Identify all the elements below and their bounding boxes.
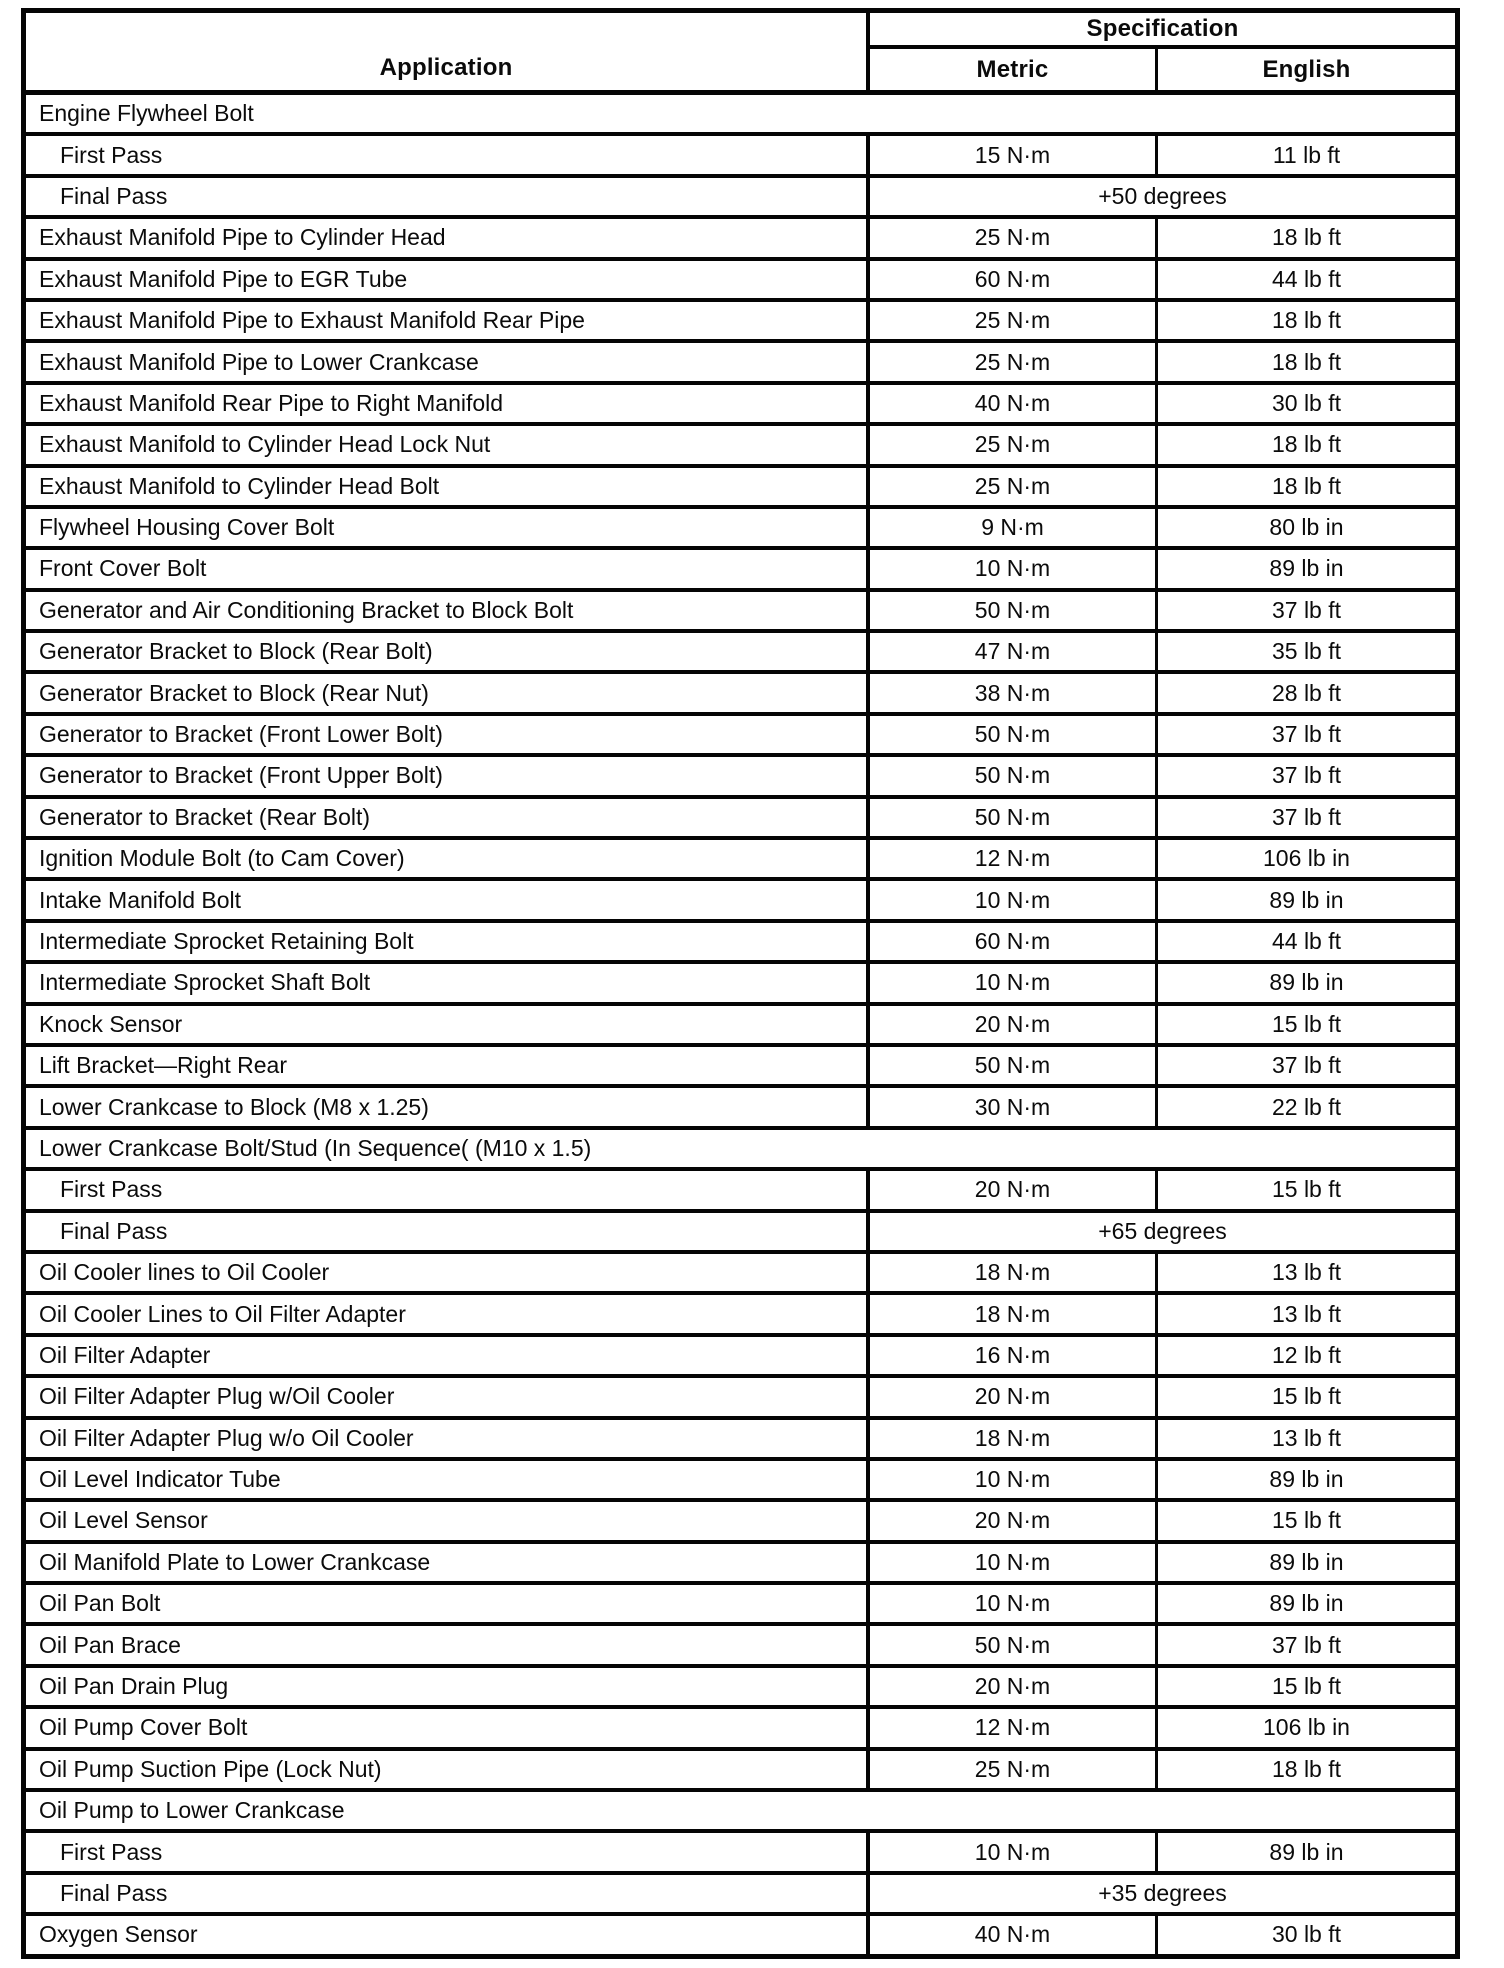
table-row <box>26 1709 1455 1750</box>
english-cell: 89 lb in <box>1269 1838 1344 1865</box>
table-row <box>26 1502 1455 1543</box>
application-cell: Oil Pan Brace <box>26 1626 870 1663</box>
application-cell: Exhaust Manifold Pipe to EGR Tube <box>26 261 870 298</box>
application-cell: Oil Pump Cover Bolt <box>26 1709 870 1746</box>
application-cell: Exhaust Manifold Pipe to Cylinder Head <box>26 219 870 256</box>
metric-cell: 50 N·m <box>870 1626 1158 1663</box>
english-cell: 13 lb ft <box>1271 1259 1342 1286</box>
table-row <box>26 302 1455 343</box>
metric-cell: 50 N·m <box>870 592 1158 629</box>
english-cell: 15 lb ft <box>1271 1507 1342 1534</box>
application-cell: Oil Filter Adapter Plug w/Oil Cooler <box>26 1378 870 1415</box>
application-cell: Oil Cooler Lines to Oil Filter Adapter <box>26 1295 870 1332</box>
application-cell: Lower Crankcase to Block (M8 x 1.25) <box>26 1088 870 1125</box>
metric-cell: 10 N·m <box>870 1544 1158 1581</box>
table-row <box>26 509 1455 550</box>
english-cell: 12 lb ft <box>1271 1341 1342 1368</box>
metric-cell: 20 N·m <box>870 1502 1158 1539</box>
table-row <box>26 136 1455 177</box>
table-row <box>26 1461 1455 1502</box>
table-row <box>26 550 1455 591</box>
application-cell: Oil Pan Drain Plug <box>26 1668 870 1705</box>
table-row <box>26 1626 1455 1667</box>
english-cell: 13 lb ft <box>1271 1424 1342 1451</box>
metric-cell: 10 N·m <box>870 1833 1158 1870</box>
application-cell: First Pass <box>26 1171 870 1208</box>
table-row <box>26 1875 1455 1916</box>
table-row <box>26 1254 1455 1295</box>
application-cell: Lower Crankcase Bolt/Stud (In Sequence( (M10 x 1.5) <box>39 1134 592 1161</box>
table-row <box>26 343 1455 384</box>
application-cell: Generator to Bracket (Front Lower Bolt) <box>26 716 870 753</box>
english-cell: 89 lb in <box>1269 1548 1344 1575</box>
metric-cell: 25 N·m <box>870 219 1158 256</box>
table-row <box>26 840 1455 881</box>
metric-cell: 60 N·m <box>870 923 1158 960</box>
english-cell: 44 lb ft <box>1271 265 1342 292</box>
metric-cell: 20 N·m <box>870 1668 1158 1705</box>
english-cell: 89 lb in <box>1269 1466 1344 1493</box>
metric-cell: 50 N·m <box>870 716 1158 753</box>
english-cell: 37 lb ft <box>1271 596 1342 623</box>
application-cell: Intermediate Sprocket Shaft Bolt <box>26 964 870 1001</box>
application-cell: Exhaust Manifold Pipe to Exhaust Manifold Rear Pipe <box>26 302 870 339</box>
english-cell: 15 lb ft <box>1271 1383 1342 1410</box>
table-row <box>26 1171 1455 1212</box>
application-cell: First Pass <box>26 136 870 173</box>
english-cell: 18 lb ft <box>1271 472 1342 499</box>
application-cell: Final Pass <box>26 178 870 215</box>
application-cell: Oil Level Indicator Tube <box>26 1461 870 1498</box>
table-row <box>26 633 1455 674</box>
table-row <box>26 1420 1455 1461</box>
application-cell: Intake Manifold Bolt <box>26 881 870 918</box>
english-cell: 15 lb ft <box>1271 1673 1342 1700</box>
english-cell: 37 lb ft <box>1271 803 1342 830</box>
english-cell: 18 lb ft <box>1271 307 1342 334</box>
table-row <box>26 1585 1455 1626</box>
table-row <box>26 1006 1455 1047</box>
table-row <box>26 385 1455 426</box>
torque-spec-table <box>21 8 1460 1959</box>
metric-cell: 10 N·m <box>870 881 1158 918</box>
application-cell: Final Pass <box>26 1213 870 1250</box>
table-row <box>26 1544 1455 1585</box>
table-row <box>26 1378 1455 1419</box>
metric-cell: 40 N·m <box>870 1916 1158 1953</box>
specification-span-cell: +50 degrees <box>1098 182 1227 209</box>
application-cell: Generator and Air Conditioning Bracket to Block Bolt <box>26 592 870 629</box>
table-row <box>26 964 1455 1005</box>
application-cell: Exhaust Manifold to Cylinder Head Bolt <box>26 468 870 505</box>
application-cell: Exhaust Manifold Pipe to Lower Crankcase <box>26 343 870 380</box>
application-cell: Ignition Module Bolt (to Cam Cover) <box>26 840 870 877</box>
table-row <box>26 757 1455 798</box>
metric-cell: 50 N·m <box>870 799 1158 836</box>
english-cell: 37 lb ft <box>1271 1631 1342 1658</box>
metric-cell: 60 N·m <box>870 261 1158 298</box>
table-row <box>26 881 1455 922</box>
application-cell: Exhaust Manifold to Cylinder Head Lock Nut <box>26 426 870 463</box>
application-cell: Lift Bracket—Right Rear <box>26 1047 870 1084</box>
metric-cell: 12 N·m <box>870 840 1158 877</box>
table-row <box>26 426 1455 467</box>
english-cell: 28 lb ft <box>1271 679 1342 706</box>
table-row <box>26 799 1455 840</box>
metric-cell: 25 N·m <box>870 426 1158 463</box>
table-row <box>26 1833 1455 1874</box>
application-column-header: Application <box>26 13 870 90</box>
application-cell: Generator to Bracket (Front Upper Bolt) <box>26 757 870 794</box>
table-row <box>26 1916 1455 1953</box>
english-cell: 89 lb in <box>1269 1590 1344 1617</box>
english-cell: 18 lb ft <box>1271 1755 1342 1782</box>
metric-cell: 15 N·m <box>870 136 1158 173</box>
application-cell: Knock Sensor <box>26 1006 870 1043</box>
metric-cell: 18 N·m <box>870 1254 1158 1291</box>
metric-cell: 18 N·m <box>870 1420 1158 1457</box>
metric-cell: 25 N·m <box>870 343 1158 380</box>
application-cell: Oxygen Sensor <box>26 1916 870 1953</box>
specification-span-cell: +65 degrees <box>1098 1217 1227 1244</box>
metric-cell: 10 N·m <box>870 964 1158 1001</box>
english-cell: 106 lb in <box>1263 845 1350 872</box>
english-cell: 30 lb ft <box>1271 1921 1342 1948</box>
metric-column-header: Metric <box>870 49 1158 90</box>
table-row <box>26 1668 1455 1709</box>
application-cell: Oil Filter Adapter <box>26 1337 870 1374</box>
metric-cell: 10 N·m <box>870 550 1158 587</box>
application-cell: Intermediate Sprocket Retaining Bolt <box>26 923 870 960</box>
table-row <box>26 923 1455 964</box>
metric-cell: 10 N·m <box>870 1585 1158 1622</box>
english-cell: 37 lb ft <box>1271 1052 1342 1079</box>
english-cell: 106 lb in <box>1263 1714 1350 1741</box>
english-cell: 18 lb ft <box>1271 348 1342 375</box>
english-cell: 80 lb in <box>1269 514 1344 541</box>
metric-cell: 18 N·m <box>870 1295 1158 1332</box>
metric-cell: 20 N·m <box>870 1006 1158 1043</box>
application-cell: Oil Cooler lines to Oil Cooler <box>26 1254 870 1291</box>
application-cell: Engine Flywheel Bolt <box>39 100 254 127</box>
metric-cell: 30 N·m <box>870 1088 1158 1125</box>
application-cell: Exhaust Manifold Rear Pipe to Right Manifold <box>26 385 870 422</box>
metric-cell: 25 N·m <box>870 302 1158 339</box>
english-cell: 15 lb ft <box>1271 1010 1342 1037</box>
english-cell: 11 lb ft <box>1272 141 1341 168</box>
english-cell: 18 lb ft <box>1271 431 1342 458</box>
application-cell: Oil Manifold Plate to Lower Crankcase <box>26 1544 870 1581</box>
table-row <box>26 178 1455 219</box>
specification-span-cell: +35 degrees <box>1098 1879 1227 1906</box>
application-cell: Oil Pan Bolt <box>26 1585 870 1622</box>
english-cell: 37 lb ft <box>1271 721 1342 748</box>
metric-cell: 38 N·m <box>870 674 1158 711</box>
table-header <box>26 13 1455 95</box>
application-cell: Front Cover Bolt <box>26 550 870 587</box>
metric-cell: 50 N·m <box>870 757 1158 794</box>
application-cell: Generator Bracket to Block (Rear Bolt) <box>26 633 870 670</box>
application-cell: Generator to Bracket (Rear Bolt) <box>26 799 870 836</box>
metric-cell: 40 N·m <box>870 385 1158 422</box>
table-row <box>26 1337 1455 1378</box>
table-row <box>26 592 1455 633</box>
table-row <box>26 219 1455 260</box>
table-body <box>26 95 1455 1954</box>
english-cell: 15 lb ft <box>1271 1176 1342 1203</box>
metric-cell: 20 N·m <box>870 1171 1158 1208</box>
application-cell: Oil Filter Adapter Plug w/o Oil Cooler <box>26 1420 870 1457</box>
english-column-header: English <box>1262 55 1351 83</box>
english-cell: 37 lb ft <box>1271 762 1342 789</box>
section-row <box>26 1130 1455 1171</box>
section-row <box>26 1792 1455 1833</box>
table-row <box>26 716 1455 757</box>
metric-cell: 25 N·m <box>870 1751 1158 1788</box>
application-cell: Generator Bracket to Block (Rear Nut) <box>26 674 870 711</box>
english-cell: 35 lb ft <box>1271 638 1342 665</box>
english-cell: 18 lb ft <box>1271 224 1342 251</box>
english-cell: 89 lb in <box>1269 555 1344 582</box>
application-cell: Flywheel Housing Cover Bolt <box>26 509 870 546</box>
metric-cell: 20 N·m <box>870 1378 1158 1415</box>
application-cell: Oil Pump Suction Pipe (Lock Nut) <box>26 1751 870 1788</box>
table-row <box>26 1295 1455 1336</box>
metric-cell: 47 N·m <box>870 633 1158 670</box>
table-row <box>26 1047 1455 1088</box>
metric-cell: 9 N·m <box>870 509 1158 546</box>
table-row <box>26 1751 1455 1792</box>
specification-column-header: Specification <box>870 13 1455 49</box>
english-cell: 30 lb ft <box>1271 389 1342 416</box>
application-cell: Oil Pump to Lower Crankcase <box>39 1797 345 1824</box>
application-cell: Final Pass <box>26 1875 870 1912</box>
table-row <box>26 468 1455 509</box>
metric-cell: 16 N·m <box>870 1337 1158 1374</box>
english-cell: 89 lb in <box>1269 969 1344 996</box>
metric-cell: 50 N·m <box>870 1047 1158 1084</box>
table-row <box>26 261 1455 302</box>
section-row <box>26 95 1455 136</box>
table-row <box>26 674 1455 715</box>
application-cell: First Pass <box>26 1833 870 1870</box>
english-cell: 22 lb ft <box>1271 1093 1342 1120</box>
english-cell: 13 lb ft <box>1271 1300 1342 1327</box>
metric-cell: 12 N·m <box>870 1709 1158 1746</box>
english-cell: 89 lb in <box>1269 886 1344 913</box>
application-cell: Oil Level Sensor <box>26 1502 870 1539</box>
table-row <box>26 1213 1455 1254</box>
table-row <box>26 1088 1455 1129</box>
english-cell: 44 lb ft <box>1271 928 1342 954</box>
metric-cell: 25 N·m <box>870 468 1158 505</box>
metric-cell: 10 N·m <box>870 1461 1158 1498</box>
